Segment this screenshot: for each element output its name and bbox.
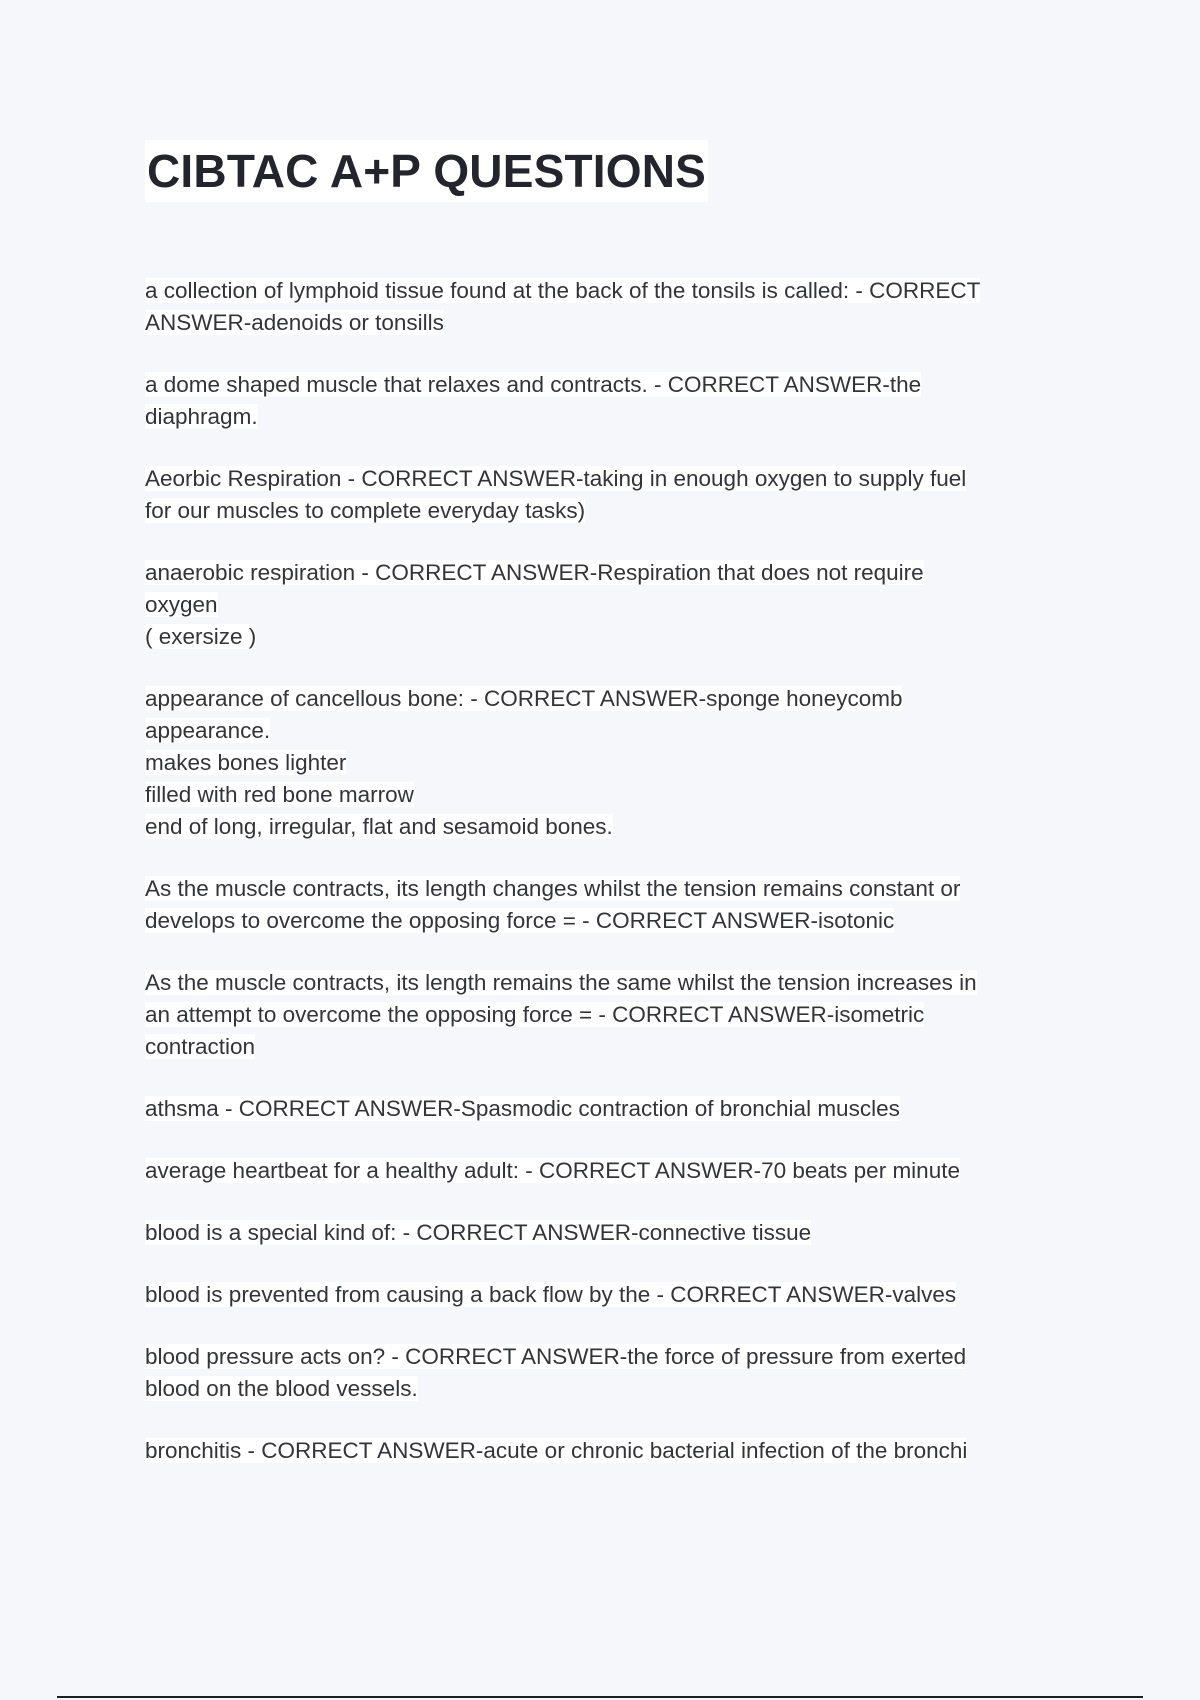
qa-entry <box>145 275 1065 339</box>
qa-entry-text: a collection of lymphoid tissue found at the back of the tonsils is called: - CORRECT ANSWER-adenoids or tonsills <box>145 278 981 335</box>
qa-entry <box>145 557 1065 653</box>
qa-entry-text: a dome shaped muscle that relaxes and contracts. - CORRECT ANSWER-the diaphragm. <box>145 372 922 429</box>
qa-entry-text: As the muscle contracts, its length remains the same whilst the tension increases in an attempt to overcome the opposing force = - CORRECT ANSWER-isometric contraction <box>145 970 977 1059</box>
qa-entry <box>145 1155 1065 1187</box>
qa-entry <box>145 967 1065 1063</box>
footer-divider <box>57 1696 1143 1698</box>
qa-entry <box>145 683 1065 843</box>
qa-entry <box>145 1279 1065 1311</box>
qa-entry <box>145 369 1065 433</box>
qa-entry-text: athsma - CORRECT ANSWER-Spasmodic contraction of bronchial muscles <box>145 1096 900 1121</box>
qa-entry-text: average heartbeat for a healthy adult: - CORRECT ANSWER-70 beats per minute <box>145 1158 960 1183</box>
document-content <box>145 140 1065 1463</box>
qa-list <box>145 275 1065 1497</box>
qa-entry <box>145 1093 1065 1125</box>
qa-entry-text: As the muscle contracts, its length changes whilst the tension remains constant or develops to overcome the opposing force = - CORRECT ANSWER-isotonic <box>145 876 961 933</box>
qa-entry-text: Aeorbic Respiration - CORRECT ANSWER-taking in enough oxygen to supply fuel for our muscles to complete everyday tasks) <box>145 466 967 523</box>
qa-entry <box>145 1435 1065 1467</box>
qa-entry <box>145 1341 1065 1405</box>
qa-entry-text: anaerobic respiration - CORRECT ANSWER-Respiration that does not require oxygen ( exersize ) <box>145 560 924 649</box>
qa-entry-text: blood is a special kind of: - CORRECT ANSWER-connective tissue <box>145 1220 812 1245</box>
document-title: CIBTAC A+P QUESTIONS <box>145 140 708 202</box>
qa-entry <box>145 873 1065 937</box>
qa-entry-text: blood pressure acts on? - CORRECT ANSWER-the force of pressure from exerted blood on the blood vessels. <box>145 1344 967 1401</box>
qa-entry-text: blood is prevented from causing a back flow by the - CORRECT ANSWER-valves <box>145 1282 957 1307</box>
qa-entry <box>145 1217 1065 1249</box>
qa-entry-text: bronchitis - CORRECT ANSWER-acute or chronic bacterial infection of the bronchi <box>145 1438 968 1463</box>
qa-entry <box>145 463 1065 527</box>
qa-entry-text: appearance of cancellous bone: - CORRECT ANSWER-sponge honeycomb appearance. makes bones lighter filled with red bone marrow end of long, irregular, flat and sesamoid bones. <box>145 686 903 839</box>
